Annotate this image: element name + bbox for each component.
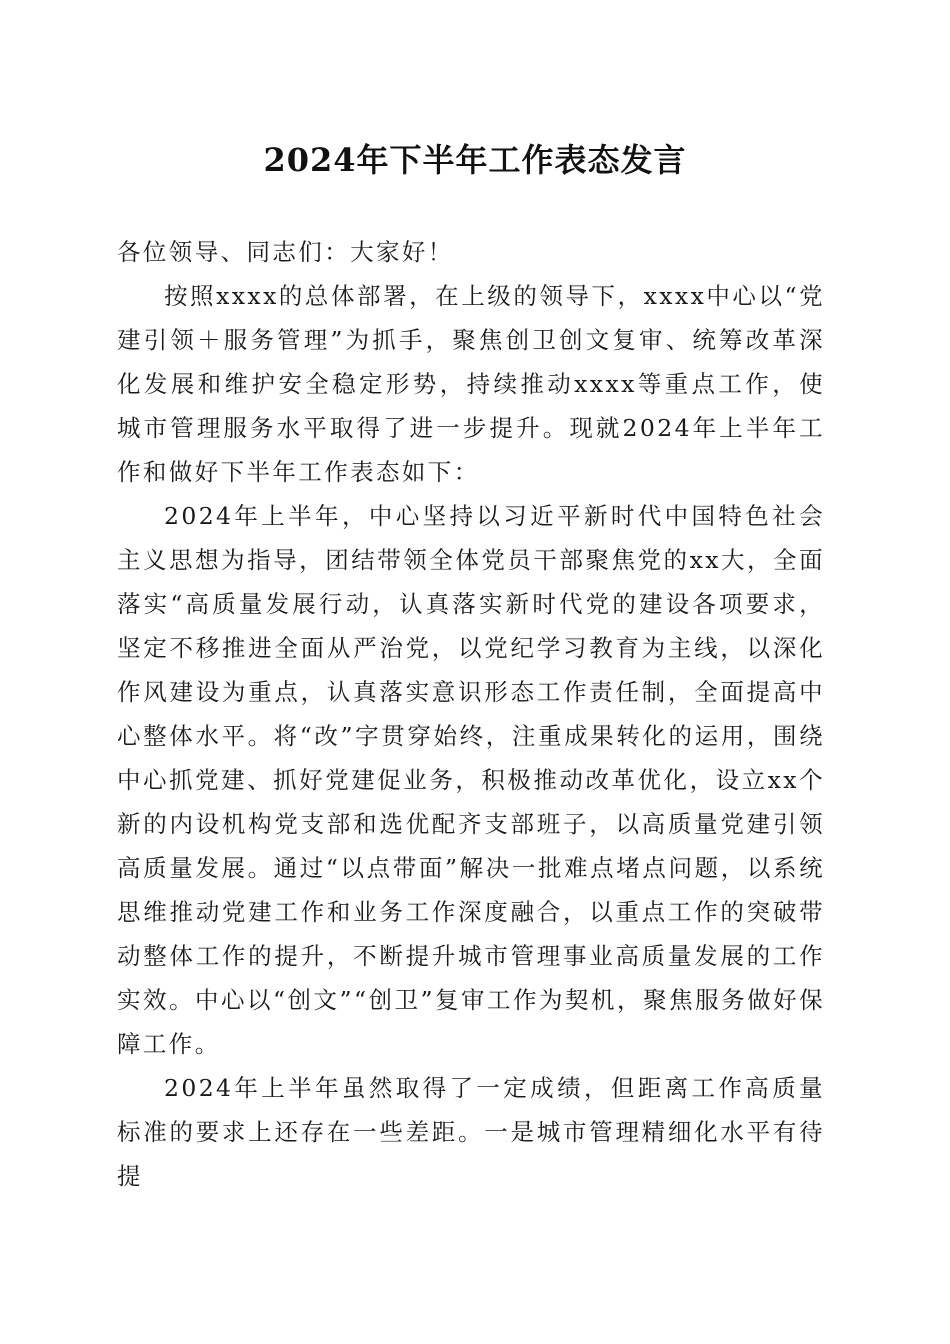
- paragraph-achievements: 2024年上半年，中心坚持以习近平新时代中国特色社会主义思想为指导，团结带领全体党员干部聚焦党的xx大，全面落实“高质量发展行动，认真落实新时代党的建设各项要求，坚定不移推进全面从严治党，以党纪学习教育为主线，以深化作风建设为重点，认真落实意识形态工作责任制，全面提高中心整体水平。将“改”字贯穿始终，注重成果转化的运用，围绕中心抓党建、抓好党建促业务，积极推动改革优化，设立xx个新的内设机构党支部和选优配齐支部班子，以高质量党建引领高质量发展。通过“以点带面”解决一批难点堵点问题，以系统思维推动党建工作和业务工作深度融合，以重点工作的突破带动整体工作的提升，不断提升城市管理事业高质量发展的工作实效。中心以“创文”“创卫”复审工作为契机，聚焦服务做好保障工作。: [117, 502, 825, 1058]
- paragraph-intro: 按照xxxx的总体部署，在上级的领导下，xxxx中心以“党建引领＋服务管理”为抓手，聚焦创卫创文复审、统筹改革深化发展和维护安全稳定形势，持续推动xxxx等重点工作，使城市管理服务水平取得了进一步提升。现就2024年上半年工作和做好下半年工作表态如下：: [117, 282, 825, 486]
- salutation: 各位领导、同志们：大家好！: [117, 238, 454, 266]
- paragraph-shortcomings: 2024年上半年虽然取得了一定成绩，但距离工作高质量标准的要求上还存在一些差距。一是城市管理精细化水平有待提: [117, 1074, 825, 1190]
- document-title: 2024年下半年工作表态发言: [263, 141, 687, 179]
- document-body: [117, 230, 825, 1198]
